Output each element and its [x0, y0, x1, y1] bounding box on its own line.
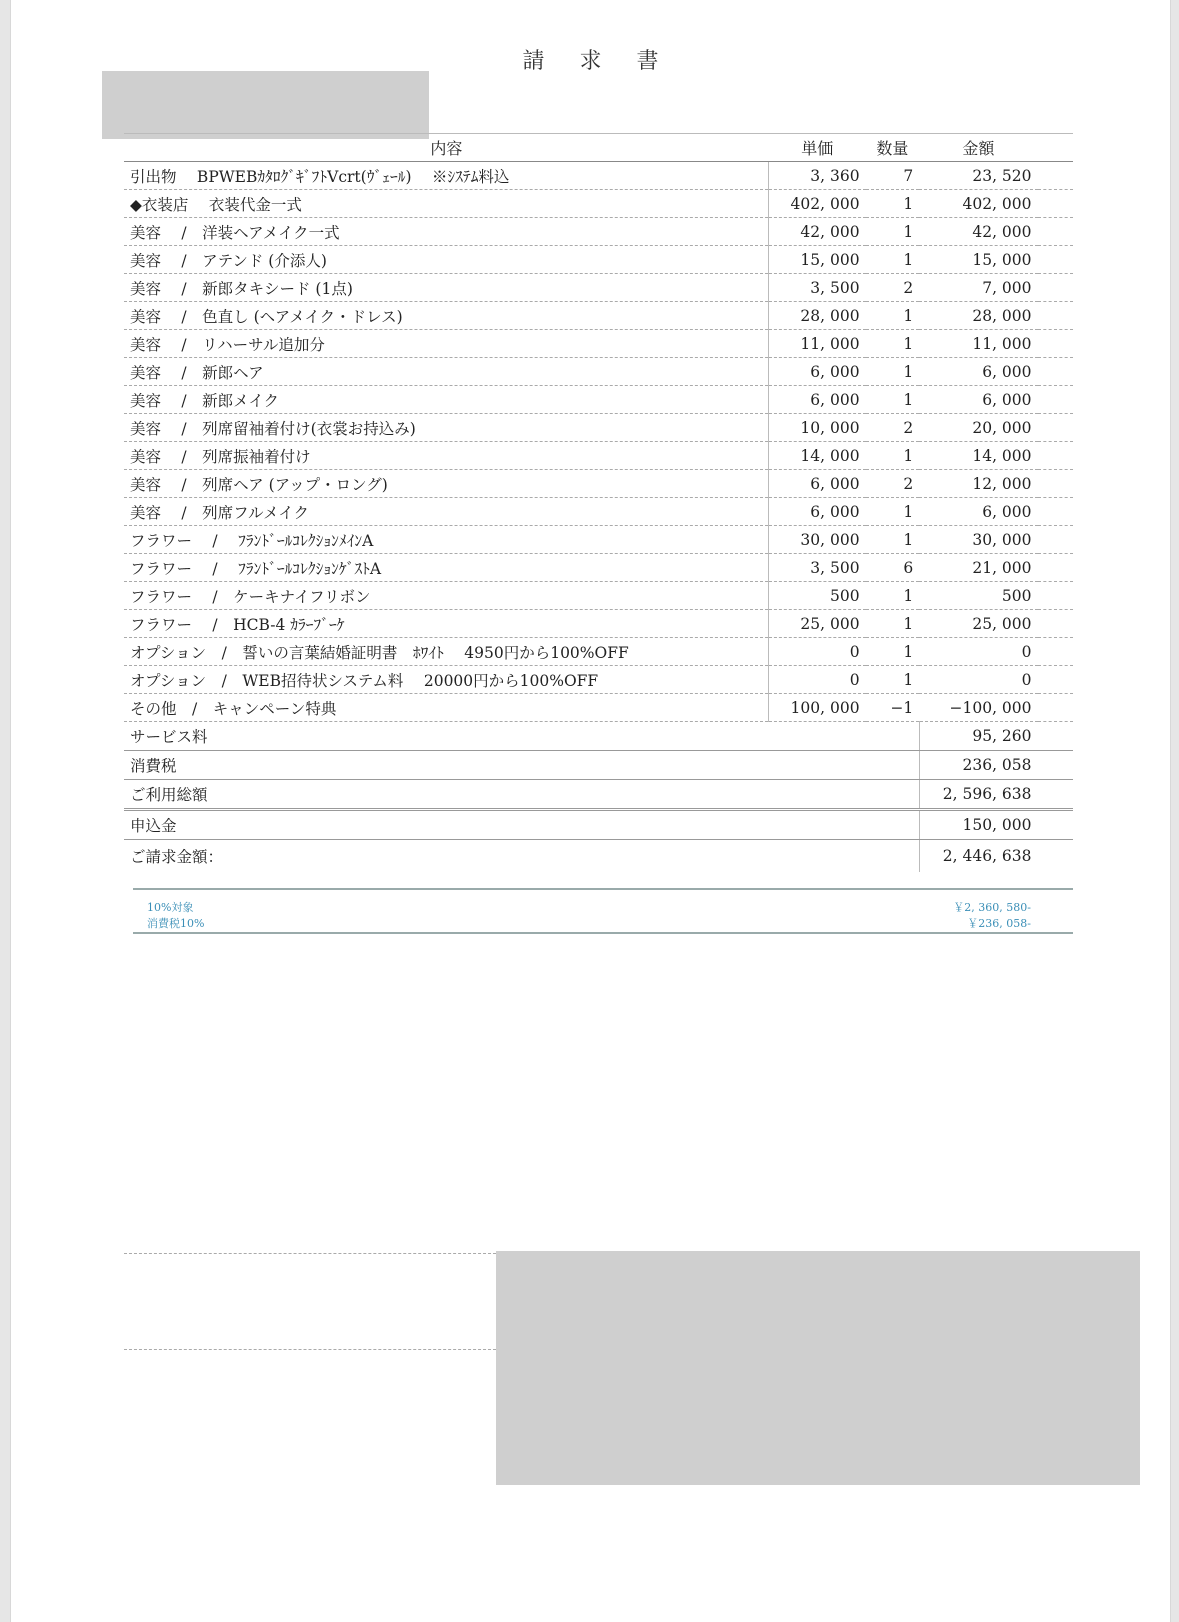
row-spacer	[1038, 246, 1073, 274]
service-fee-row	[124, 722, 1073, 751]
row-spacer	[1038, 386, 1073, 414]
item-quantity: 1	[866, 246, 920, 274]
header-spacer	[1038, 134, 1073, 162]
header-unit-price: 単価	[769, 134, 866, 162]
footer-divider-bottom	[124, 1349, 496, 1350]
item-unit-price: 15, 000	[769, 246, 866, 274]
item-quantity: −1	[866, 694, 920, 722]
table-row	[124, 190, 1073, 218]
row-spacer	[1038, 526, 1073, 554]
deposit-row	[124, 810, 1073, 840]
item-description: 引出物 BPWEBｶﾀﾛｸﾞｷﾞﾌﾄVcrt(ｳﾞｪｰﾙ) ※ｼｽﾃﾑ料込	[124, 162, 769, 190]
billed-amount-label: ご請求金額：	[130, 848, 224, 866]
row-spacer	[1038, 498, 1073, 526]
item-quantity: 1	[866, 218, 920, 246]
item-unit-price: 11, 000	[769, 330, 866, 358]
tax-target-label: 10%対象	[147, 901, 194, 914]
table-row	[124, 666, 1073, 694]
item-unit-price: 6, 000	[769, 358, 866, 386]
service-fee-value: 95, 260	[919, 722, 1037, 751]
row-spacer	[1038, 414, 1073, 442]
item-amount: 6, 000	[919, 498, 1037, 526]
item-unit-price: 6, 000	[769, 386, 866, 414]
redacted-footer-block	[496, 1251, 1140, 1485]
table-row	[124, 330, 1073, 358]
item-description: 美容 / 列席フルメイク	[124, 498, 769, 526]
table-row	[124, 246, 1073, 274]
item-quantity: 1	[866, 442, 920, 470]
item-unit-price: 28, 000	[769, 302, 866, 330]
invoice-items-table	[124, 133, 1073, 872]
table-row	[124, 498, 1073, 526]
table-row	[124, 526, 1073, 554]
item-amount: 14, 000	[919, 442, 1037, 470]
header-description: 内容	[124, 134, 769, 162]
row-spacer	[1038, 218, 1073, 246]
item-description: 美容 / 洋装ヘアメイク一式	[124, 218, 769, 246]
item-quantity: 1	[866, 190, 920, 218]
tax-rate-value: ￥236, 058-	[967, 917, 1031, 930]
total-usage-row	[124, 780, 1073, 810]
item-quantity: 1	[866, 638, 920, 666]
item-amount: 6, 000	[919, 386, 1037, 414]
total-usage-label: ご利用総額	[124, 780, 919, 810]
item-description: オプション / 誓いの言葉結婚証明書 ﾎﾜｲﾄ 4950円から100%OFF	[124, 638, 769, 666]
item-amount: 11, 000	[919, 330, 1037, 358]
row-spacer	[1038, 582, 1073, 610]
table-row	[124, 218, 1073, 246]
item-description: 美容 / アテンド (介添人)	[124, 246, 769, 274]
item-quantity: 1	[866, 358, 920, 386]
item-quantity: 6	[866, 554, 920, 582]
invoice-page	[10, 0, 1171, 1622]
table-row	[124, 694, 1073, 722]
item-unit-price: 30, 000	[769, 526, 866, 554]
table-row	[124, 414, 1073, 442]
row-spacer	[1038, 694, 1073, 722]
item-description: フラワー / ケーキナイフリボン	[124, 582, 769, 610]
item-unit-price: 0	[769, 638, 866, 666]
item-quantity: 1	[866, 330, 920, 358]
item-amount: 12, 000	[919, 470, 1037, 498]
item-description: フラワー / ﾌﾗﾝﾄﾞｰﾙｺﾚｸｼｮﾝﾒｲﾝA	[124, 526, 769, 554]
item-quantity: 1	[866, 582, 920, 610]
header-amount: 金額	[919, 134, 1037, 162]
item-unit-price: 42, 000	[769, 218, 866, 246]
table-row	[124, 274, 1073, 302]
item-amount: 0	[919, 638, 1037, 666]
item-description: 美容 / 列席振袖着付け	[124, 442, 769, 470]
consumption-tax-label: 消費税	[124, 751, 919, 780]
billed-amount-value: 2, 446, 638	[919, 840, 1037, 873]
item-quantity: 2	[866, 470, 920, 498]
tax-target-value: ￥2, 360, 580-	[953, 901, 1031, 914]
item-quantity: 1	[866, 498, 920, 526]
item-description: 美容 / 色直し (ヘアメイク・ドレス)	[124, 302, 769, 330]
service-fee-label: サービス料	[124, 722, 919, 751]
table-row	[124, 442, 1073, 470]
item-amount: 28, 000	[919, 302, 1037, 330]
row-spacer	[1038, 470, 1073, 498]
item-amount: 30, 000	[919, 526, 1037, 554]
total-usage-value: 2, 596, 638	[919, 780, 1037, 810]
item-unit-price: 402, 000	[769, 190, 866, 218]
item-amount: 21, 000	[919, 554, 1037, 582]
item-description: 美容 / 列席ヘア (アップ・ロング)	[124, 470, 769, 498]
item-description: フラワー / HCB-4 ｶﾗｰﾌﾞｰｹ	[124, 610, 769, 638]
item-unit-price: 100, 000	[769, 694, 866, 722]
item-amount: 42, 000	[919, 218, 1037, 246]
deposit-value: 150, 000	[919, 810, 1037, 840]
row-spacer	[1038, 162, 1073, 190]
table-row	[124, 358, 1073, 386]
item-amount: −100, 000	[919, 694, 1037, 722]
item-description: 美容 / 新郎ヘア	[124, 358, 769, 386]
item-description: 美容 / リハーサル追加分	[124, 330, 769, 358]
row-spacer	[1038, 442, 1073, 470]
item-amount: 15, 000	[919, 246, 1037, 274]
item-quantity: 1	[866, 610, 920, 638]
item-quantity: 7	[866, 162, 920, 190]
row-spacer	[1038, 610, 1073, 638]
table-row	[124, 554, 1073, 582]
item-amount: 500	[919, 582, 1037, 610]
consumption-tax-value: 236, 058	[919, 751, 1037, 780]
table-row	[124, 610, 1073, 638]
item-unit-price: 500	[769, 582, 866, 610]
item-description: その他 / キャンペーン特典	[124, 694, 769, 722]
row-spacer	[1038, 666, 1073, 694]
item-amount: 23, 520	[919, 162, 1037, 190]
item-amount: 7, 000	[919, 274, 1037, 302]
tax-rate-label: 消費税10%	[147, 917, 205, 930]
item-quantity: 1	[866, 386, 920, 414]
item-description: 美容 / 新郎メイク	[124, 386, 769, 414]
item-unit-price: 3, 500	[769, 554, 866, 582]
item-description: 美容 / 列席留袖着付け(衣裳お持込み)	[124, 414, 769, 442]
row-spacer	[1038, 302, 1073, 330]
item-quantity: 2	[866, 414, 920, 442]
item-unit-price: 6, 000	[769, 470, 866, 498]
row-spacer	[1038, 330, 1073, 358]
item-unit-price: 3, 360	[769, 162, 866, 190]
item-description: フラワー / ﾌﾗﾝﾄﾞｰﾙｺﾚｸｼｮﾝｹﾞｽﾄA	[124, 554, 769, 582]
redacted-recipient-block	[102, 71, 429, 139]
deposit-label: 申込金	[124, 810, 919, 840]
item-amount: 6, 000	[919, 358, 1037, 386]
item-amount: 402, 000	[919, 190, 1037, 218]
item-amount: 25, 000	[919, 610, 1037, 638]
header-quantity: 数量	[866, 134, 920, 162]
item-unit-price: 6, 000	[769, 498, 866, 526]
table-row	[124, 302, 1073, 330]
row-spacer	[1038, 358, 1073, 386]
table-row	[124, 582, 1073, 610]
row-spacer	[1038, 274, 1073, 302]
table-row	[124, 162, 1073, 190]
item-unit-price: 14, 000	[769, 442, 866, 470]
item-unit-price: 0	[769, 666, 866, 694]
item-quantity: 1	[866, 526, 920, 554]
row-spacer	[1038, 554, 1073, 582]
table-row	[124, 470, 1073, 498]
footer-divider-top	[124, 1253, 496, 1254]
table-header-row	[124, 134, 1073, 162]
row-spacer	[1038, 190, 1073, 218]
item-quantity: 2	[866, 274, 920, 302]
table-row	[124, 386, 1073, 414]
item-quantity: 1	[866, 666, 920, 694]
item-amount: 0	[919, 666, 1037, 694]
item-quantity: 1	[866, 302, 920, 330]
tax-breakdown-box	[133, 888, 1073, 934]
consumption-tax-row	[124, 751, 1073, 780]
item-unit-price: 3, 500	[769, 274, 866, 302]
row-spacer	[1038, 638, 1073, 666]
item-description: ◆衣装店 衣装代金一式	[124, 190, 769, 218]
item-description: 美容 / 新郎タキシード (1点)	[124, 274, 769, 302]
item-unit-price: 10, 000	[769, 414, 866, 442]
item-description: オプション / WEB招待状システム料 20000円から100%OFF	[124, 666, 769, 694]
item-amount: 20, 000	[919, 414, 1037, 442]
invoice-title: 請 求 書	[522, 49, 673, 74]
item-unit-price: 25, 000	[769, 610, 866, 638]
billed-amount-row	[124, 840, 1073, 873]
table-row	[124, 638, 1073, 666]
